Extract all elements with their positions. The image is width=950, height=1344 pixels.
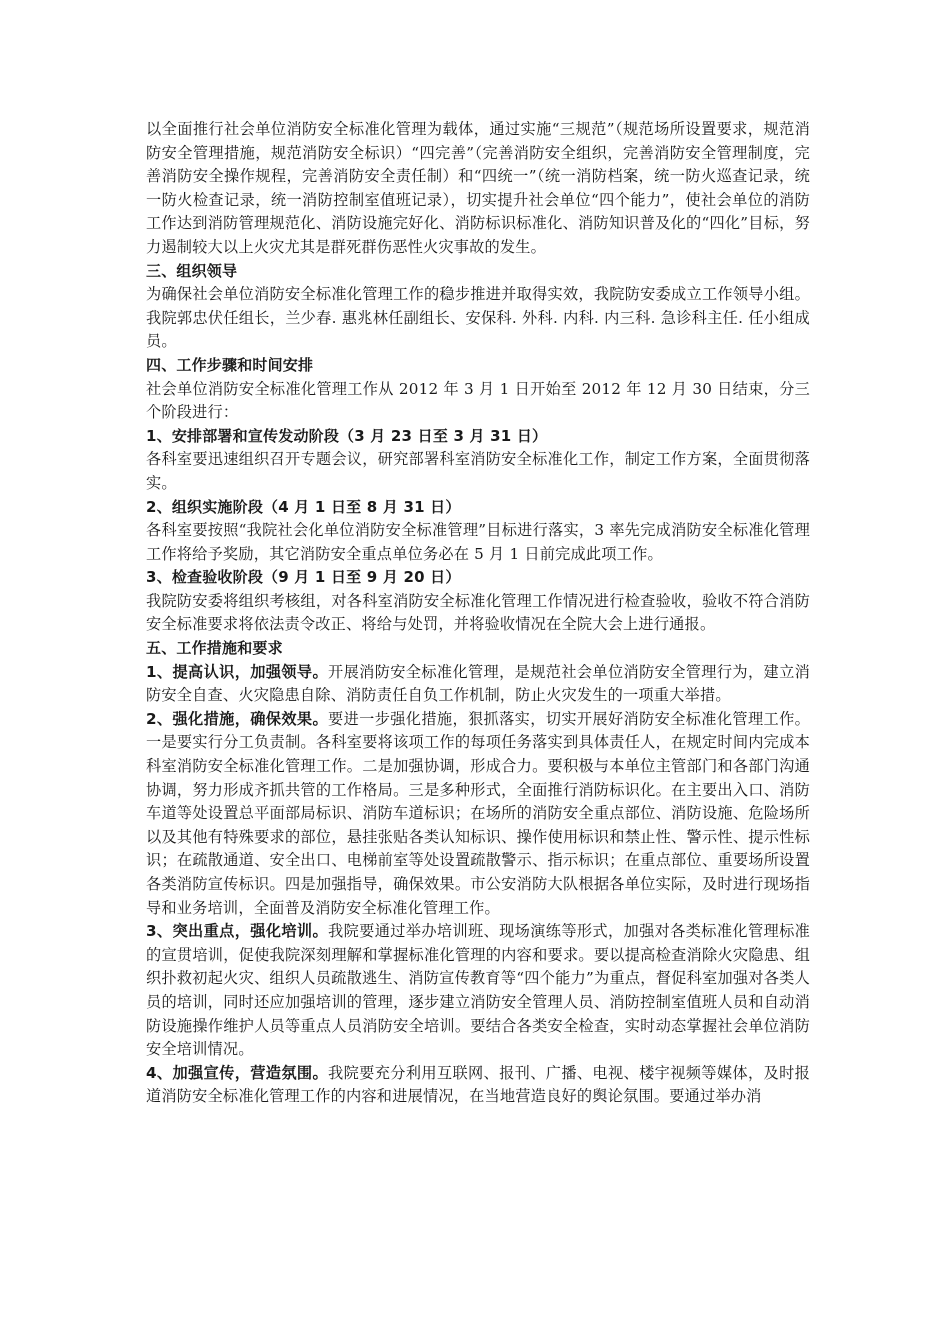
section-4-body: 社会单位消防安全标准化管理工作从 2012 年 3 月 1 日开始至 2012 年 12 月 30 日结束，分三个阶段进行： (146, 379, 810, 422)
measure-3-lead: 3、突出重点，强化培训。 (146, 922, 329, 941)
intro-paragraph: 以全面推行社会单位消防安全标准化管理为载体，通过实施“三规范”（规范场所设置要求，规范消防安全管理措施，规范消防安全标识）“四完善”（完善消防安全组织，完善消防安全管理制度，完善消防安全操作规程，完善消防安全责任制）和“四统一”（统一消防档案，统一防火巡查记录，统一防火检查记录，统一消防控制室值班记录），切实提升社会单位“四个能力”，使社会单位的消防工作达到消防管理规范化、消防设施完好化、消防标识标准化、消防知识普及化的“四化”目标，努力遏制较大以上火灾尤其是群死群伤恶性火灾事故的发生。 (146, 120, 810, 256)
phase-3-body: 我院防安委将组织考核组，对各科室消防安全标准化管理工作情况进行检查验收，验收不符合消防安全标准要求将依法责令改正、将给与处罚，并将验收情况在全院大会上进行通报。 (146, 591, 810, 634)
measure-1-paragraph (146, 661, 810, 708)
measure-2-paragraph (146, 708, 810, 920)
section-5-heading: 五、工作措施和要求 (146, 639, 283, 658)
section-3-heading: 三、组织领导 (146, 261, 238, 280)
measure-4-lead: 4、加强宣传，营造氛围。 (146, 1063, 329, 1082)
phase-2-heading: 2、组织实施阶段（4 月 1 日至 8 月 31 日） (146, 497, 461, 516)
measure-1-body: 开展消防安全标准化管理，是规范社会单位消防安全管理行为，建立消防安全自查、火灾隐患自除、消防责任自负工作机制，防止火灾发生的一项重大举措。 (146, 662, 811, 705)
phase-1-heading: 1、安排部署和宣传发动阶段（3 月 23 日至 3 月 31 日） (146, 426, 548, 445)
document-page (146, 118, 810, 1109)
measure-2-body: 要进一步强化措施，狠抓落实，切实开展好消防安全标准化管理工作。一是要实行分工负责制。各科室要将该项工作的每项任务落实到具体责任人，在规定时间内完成本科室消防安全标准化管理工作。二是加强协调，形成合力。要积极与本单位主管部门和各部门沟通协调，努力形成齐抓共管的工作格局。三是多种形式，全面推行消防标识化。在主要出入口、消防车道等处设置总平面部局标识、消防车道标识；在场所的消防安全重点部位、消防设施、危险场所以及其他有特殊要求的部位，悬挂张贴各类认知标识、操作使用标识和禁止性、警示性、提示性标识；在疏散通道、安全出口、电梯前室等处设置疏散警示、指示标识；在重点部位、重要场所设置各类消防宣传标识。四是加强指导，确保效果。市公安消防大队根据各单位实际，及时进行现场指导和业务培训，全面普及消防安全标准化管理工作。 (146, 709, 811, 917)
phase-2-body: 各科室要按照“我院社会化单位消防安全标准管理”目标进行落实，3 率先完成消防安全标准化管理工作将给予奖励，其它消防安全重点单位务必在 5 月 1 日前完成此项工作。 (146, 521, 810, 563)
section-4-heading: 四、工作步骤和时间安排 (146, 355, 314, 374)
measure-4-paragraph (146, 1062, 810, 1109)
measure-2-lead: 2、强化措施，确保效果。 (146, 709, 329, 728)
section-3-body: 为确保社会单位消防安全标准化管理工作的稳步推进并取得实效，我院防安委成立工作领导小组。我院郭忠伏任组长，兰少春. 惠兆林任副组长、安保科. 外科. 内科. 内三科. 急诊科主任. 任小组成员。 (146, 285, 810, 351)
measure-3-paragraph (146, 920, 810, 1062)
measure-1-lead: 1、提高认识，加强领导。 (146, 662, 329, 681)
measure-3-body: 我院要通过举办培训班、现场演练等形式，加强对各类标准化管理标准的宣贯培训，促使我院深刻理解和掌握标准化管理的内容和要求。要以提高检查消除火灾隐患、组织扑救初起火灾、组织人员疏散逃生、消防宣传教育等“四个能力”为重点，督促科室加强对各类人员的培训，同时还应加强培训的管理，逐步建立消防安全管理人员、消防控制室值班人员和自动消防设施操作维护人员等重点人员消防安全培训。要结合各类安全检查，实时动态掌握社会单位消防安全培训情况。 (146, 922, 811, 1059)
measure-4-body: 我院要充分利用互联网、报刊、广播、电视、楼宇视频等媒体，及时报道消防安全标准化管理工作的内容和进展情况，在当地营造良好的舆论氛围。要通过举办消 (146, 1063, 811, 1106)
phase-3-heading: 3、检查验收阶段（9 月 1 日至 9 月 20 日） (146, 568, 461, 587)
phase-1-body: 各科室要迅速组织召开专题会议，研究部署科室消防安全标准化工作，制定工作方案，全面贯彻落实。 (146, 450, 810, 492)
